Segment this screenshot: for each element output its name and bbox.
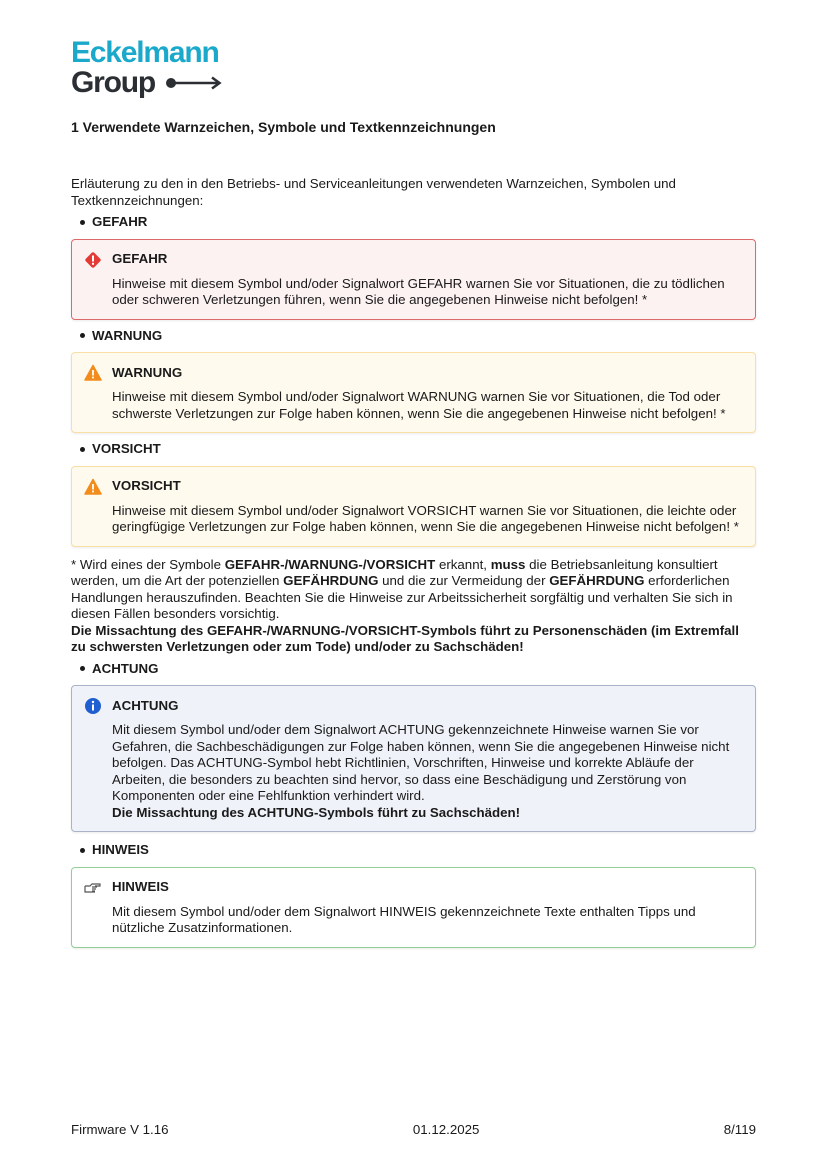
attention-box — [71, 685, 756, 832]
company-logo — [71, 38, 223, 98]
note-part: * Wird eines der Symbole — [71, 556, 225, 572]
bullet-dot — [80, 447, 85, 452]
note-part: erkannt, — [435, 556, 491, 572]
danger-box — [71, 239, 756, 320]
bullet-vorsicht — [71, 441, 756, 458]
document-content — [71, 118, 756, 956]
footer-page-number: 8/119 — [723, 1122, 756, 1137]
note-bold: GEFÄHRDUNG — [549, 573, 645, 588]
footer-firmware: Firmware V 1.16 — [71, 1122, 169, 1137]
note-bold: GEFAHR-/WARNUNG-/VORSICHT — [224, 556, 436, 572]
logo-arrow-icon — [165, 76, 223, 90]
note-part: erforderlichen Handlungen herauszufinden. Beachten Sie die Hinweise zur Arbeitssicherheit sorgfältig und verhalten Sie sich in diesen Fällen besonders vorsichtig. — [71, 573, 733, 621]
section-heading: 1 Verwendete Warnzeichen, Symbole und Textkennzeichnungen — [71, 119, 496, 135]
footer-date: 01.12.2025 — [412, 1122, 480, 1137]
bullet-dot — [80, 666, 85, 671]
caution-box-text: Hinweise mit diesem Symbol und/oder Signalwort VORSICHT warnen Sie vor Situationen, die leichte oder geringfügige Verletzungen zur Folge haben können, wenn Sie die angegebenen Hinweise nicht befolgen! * — [112, 502, 739, 534]
attention-box-strong: Die Missachtung des ACHTUNG-Symbols führt zu Sachschäden! — [112, 804, 521, 820]
danger-box-text: Hinweise mit diesem Symbol und/oder Signalwort GEFAHR warnen Sie vor Situationen, die zu tödlichen oder schweren Verletzungen führen, wenn Sie die angegebenen Hinweise nicht befolgen! * — [112, 275, 725, 307]
bullet-warnung — [71, 328, 756, 345]
note-part: und die zur Vermeidung der — [378, 573, 550, 588]
bullet-label: VORSICHT — [92, 441, 161, 456]
logo-line-2-text: Group — [71, 66, 155, 99]
warning-box-text: Hinweise mit diesem Symbol und/oder Signalwort WARNUNG warnen Sie vor Situationen, die Tod oder schwerste Verletzungen zur Folge haben können, wenn Sie die angegebenen Hinweise nicht befolgen! * — [112, 389, 726, 421]
info-circle-icon — [84, 697, 102, 715]
bullet-achtung — [71, 661, 756, 678]
caution-box-title: VORSICHT — [112, 478, 181, 494]
warning-triangle-icon — [84, 364, 102, 382]
note-part: die Betriebsanleitung konsultiert werden, um die Art der potenziellen — [71, 556, 718, 588]
bullet-gefahr — [71, 214, 756, 231]
caution-triangle-icon — [84, 478, 102, 496]
danger-diamond-icon — [84, 251, 102, 269]
safety-note — [71, 557, 756, 623]
bullet-dot — [80, 333, 85, 338]
attention-box-title: ACHTUNG — [112, 697, 179, 713]
logo-line-1: Eckelmann — [71, 36, 219, 69]
bullet-label: GEFAHR — [92, 214, 148, 229]
safety-note-strong: Die Missachtung des GEFAHR-/WARNUNG-/VORSICHT-Symbols führt zu Personenschäden (im Extremfall zu schwersten Verletzungen oder zum Tode) und/oder zu Sachschäden! — [71, 622, 739, 654]
attention-box-body — [112, 722, 743, 821]
bullet-label: HINWEIS — [92, 842, 149, 857]
bullet-dot — [80, 848, 85, 853]
pointing-hand-icon — [84, 879, 102, 897]
attention-box-text: Mit diesem Symbol und/oder dem Signalwort ACHTUNG gekennzeichnete Hinweise warnen Sie vor Gefahren, die Sachbeschädigungen zur Folge haben können, wenn Sie die angegebenen Hinweise nicht befolgen. Das ACHTUNG-Symbol hebt Richtlinien, Vorschriften, Hinweise und korrekte Abläufe der Arbeiten, die besonders zu beachten sind hervor, so dass eine Beschädigung und Zerstörung von Komponenten oder eine Fehlfunktion verhindert wird. — [112, 722, 730, 803]
bullet-dot — [80, 220, 85, 225]
hint-box-text: Mit diesem Symbol und/oder dem Signalwort HINWEIS gekennzeichnete Texte enthalten Tipps und nützliche Zusatzinformationen. — [112, 903, 696, 935]
note-bold: GEFÄHRDUNG — [283, 573, 379, 588]
caution-box — [71, 466, 756, 547]
intro-text: Erläuterung zu den in den Betriebs- und Serviceanleitungen verwendeten Warnzeichen, Symbolen und Textkennzeichnungen: — [71, 176, 676, 208]
bullet-label: ACHTUNG — [92, 660, 159, 676]
danger-box-title: GEFAHR — [112, 251, 168, 267]
hint-box-title: HINWEIS — [112, 879, 169, 895]
bullet-hinweis — [71, 842, 756, 859]
logo-line-2 — [71, 68, 223, 98]
warning-box-title: WARNUNG — [112, 364, 183, 380]
warning-box — [71, 352, 756, 433]
hint-box — [71, 867, 756, 948]
note-bold: muss — [490, 556, 526, 572]
page-footer — [71, 1122, 756, 1137]
bullet-label: WARNUNG — [92, 327, 163, 343]
